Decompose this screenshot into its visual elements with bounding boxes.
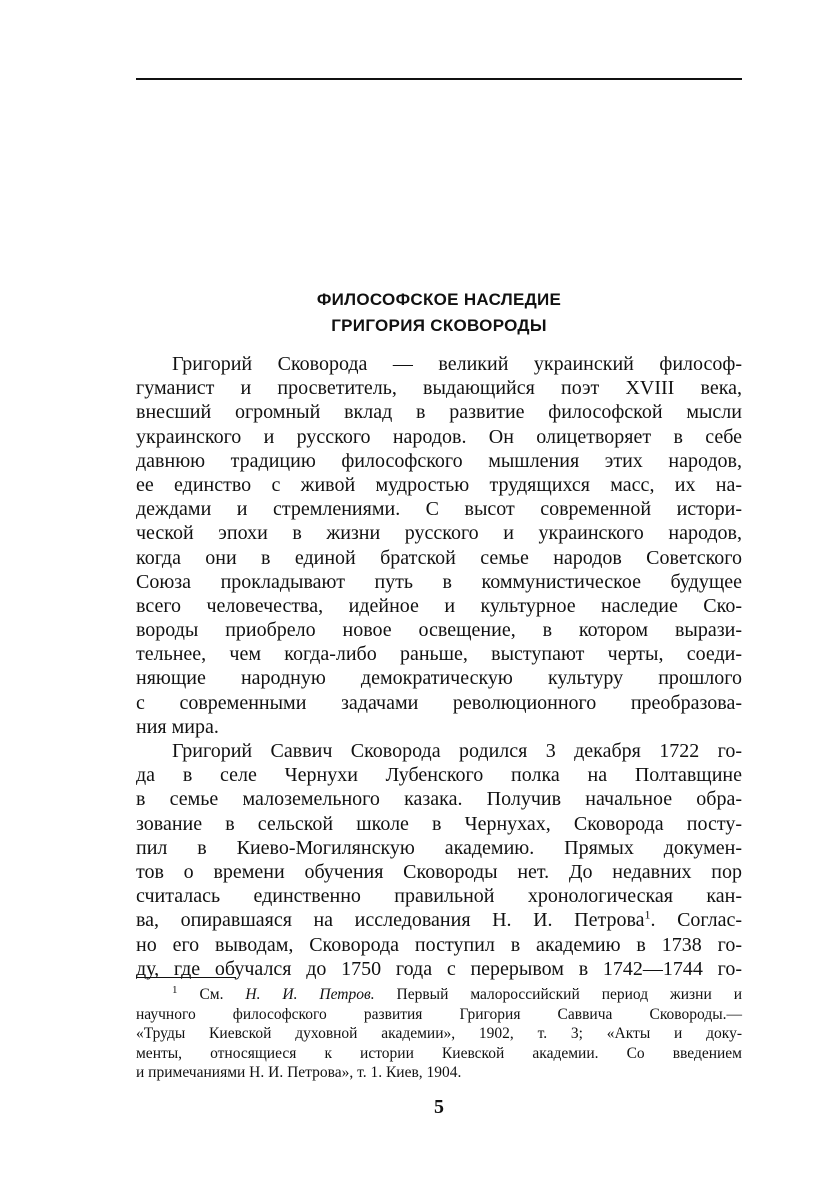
text-line: няющие народную демократическую культуру прошлого: [136, 667, 742, 690]
text-line: тельнее, чем когда-либо раньше, выступают черты, соеди-: [136, 643, 742, 666]
footnote-line: менты, относящиеся к истории Киевской академии. Со введением: [136, 1044, 742, 1062]
footnote-text: Первый малороссийский период жизни и: [396, 986, 742, 1003]
paragraph-1: [136, 352, 742, 739]
footnote-reference[interactable]: 1: [644, 907, 651, 922]
text-line: Союза прокладывают путь в коммунистическое будущее: [136, 570, 742, 593]
text-line: зование в сельской школе в Чернухах, Сковорода посту-: [136, 812, 742, 835]
footnote-rule: [136, 977, 236, 978]
text-fragment: . Соглас-: [650, 909, 742, 932]
page-number: 5: [434, 1096, 444, 1118]
text-line: в семье малоземельного казака. Получив начальное обра-: [136, 788, 742, 811]
text-line: Григорий Сковорода — великий украинский философ-: [172, 353, 742, 375]
text-fragment: ва, опиравшаяся на исследования Н. И. Петрова: [136, 909, 645, 932]
footnote-mark: 1: [172, 983, 178, 996]
footnote-prefix: См.: [199, 986, 224, 1003]
header-rule: [136, 78, 742, 80]
body-text: [136, 352, 742, 981]
text-line: всего человечества, идейное и культурное наследие Ско-: [136, 594, 742, 617]
footnote-line: и примечаниями Н. И. Петрова», т. 1. Киев, 1904.: [136, 1064, 462, 1081]
footnote: [136, 985, 742, 1083]
text-line: украинского и русского народов. Он олицетворяет в себе: [136, 425, 742, 448]
text-line: да в селе Чернухи Лубенского полка на Полтавщине: [136, 764, 742, 787]
text-line: но его выводам, Сковорода поступил в академию в 1738 го-: [136, 933, 742, 956]
chapter-title-line-2: ГРИГОРИЯ СКОВОРОДЫ: [331, 316, 547, 335]
footnote-line: «Труды Киевской духовной академии», 1902, т. 3; «Акты и доку-: [136, 1025, 742, 1042]
text-line: ческой эпохи в жизни русского и украинского народов,: [136, 522, 742, 545]
text-line: ния мира.: [136, 715, 219, 738]
text-line: когда они в единой братской семье народов Советского: [136, 546, 742, 569]
footnote-line: [136, 985, 742, 1005]
footnote-line: научного философского развития Григория Саввича Сковороды.—: [136, 1005, 742, 1023]
text-line: гуманист и просветитель, выдающийся поэт XVIII века,: [136, 377, 742, 400]
footnote-author: Н. И. Петров.: [245, 986, 375, 1003]
text-line: тов о времени обучения Сковороды нет. До недавних пор: [136, 860, 742, 883]
paragraph-2: [136, 739, 742, 981]
text-line: пил в Киево-Могилянскую академию. Прямых докумен-: [136, 836, 742, 859]
chapter-title-line-1: ФИЛОСОФСКОЕ НАСЛЕДИЕ: [316, 290, 562, 309]
text-line: считалась единственно правильной хронологическая кан-: [136, 885, 742, 908]
text-line: вороды приобрело новое освещение, в котором вырази-: [136, 619, 742, 642]
text-line: ду, где обучался до 1750 года с перерывом в 1742—1744 го-: [136, 957, 742, 980]
text-line: с современными задачами революционного преобразова-: [136, 691, 742, 714]
text-line: давнюю традицию философского мышления этих народов,: [136, 449, 742, 472]
text-line: внесший огромный вклад в развитие философской мысли: [136, 401, 742, 424]
chapter-title: [136, 287, 742, 339]
text-line: Григорий Саввич Сковорода родился 3 декабря 1722 го-: [172, 740, 742, 762]
text-line: ее единство с живой мудростью трудящихся масс, их на-: [136, 473, 742, 496]
text-line-with-footnote-ref: [136, 908, 742, 932]
text-line: деждами и стремлениями. С высот современной истори-: [136, 498, 742, 521]
